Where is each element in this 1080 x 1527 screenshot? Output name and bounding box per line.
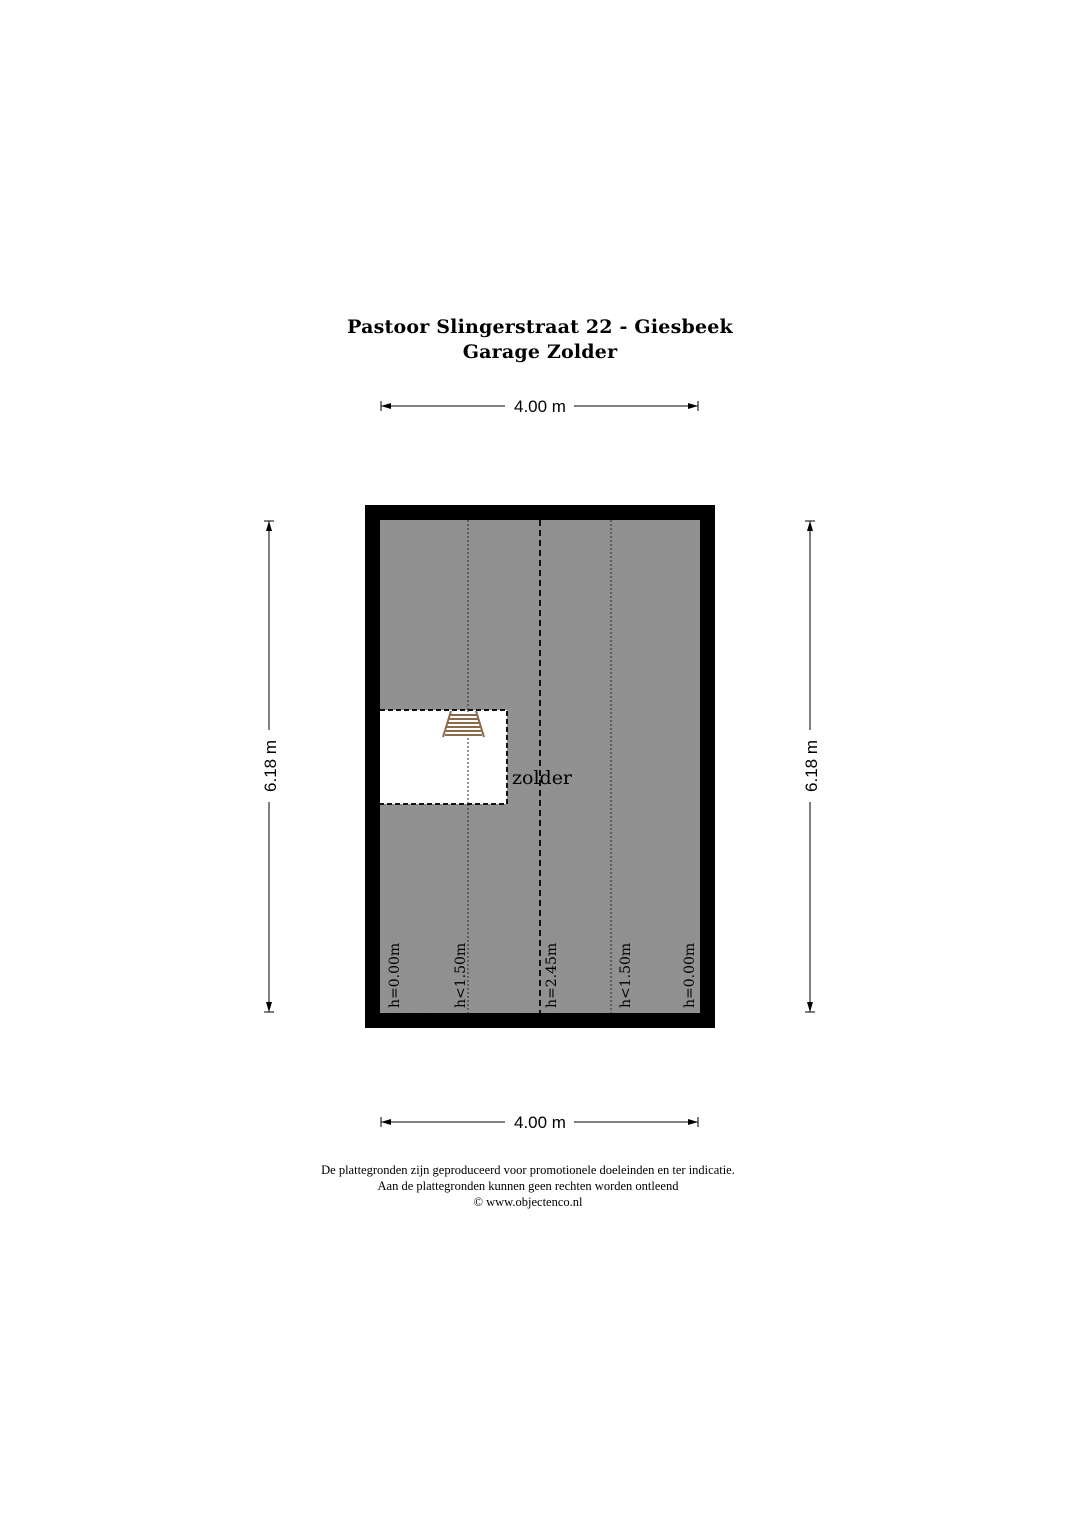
arrow-left-icon bbox=[381, 403, 391, 409]
plan-title-address: Pastoor Slingerstraat 22 - Giesbeek bbox=[347, 316, 733, 338]
height-label: h<1.50m bbox=[453, 942, 469, 1008]
arrow-right-icon bbox=[688, 1119, 698, 1125]
dimension-right-label: 6.18 m bbox=[802, 740, 821, 792]
dimension-left-label: 6.18 m bbox=[261, 740, 280, 792]
arrow-up-icon bbox=[266, 521, 272, 531]
height-label: h=0.00m bbox=[387, 942, 403, 1008]
plan-title-floor: Garage Zolder bbox=[462, 341, 618, 363]
dimension-top-label: 4.00 m bbox=[514, 397, 566, 416]
copyright-line: © www.objectenco.nl bbox=[473, 1195, 583, 1209]
height-label: h<1.50m bbox=[618, 942, 634, 1008]
height-label: h=2.45m bbox=[544, 942, 560, 1008]
stair-opening bbox=[380, 710, 507, 804]
room-label-zolder: zolder bbox=[512, 767, 573, 789]
arrow-left-icon bbox=[381, 1119, 391, 1125]
disclaimer-line-2: Aan de plattegronden kunnen geen rechten worden ontleend bbox=[377, 1179, 679, 1193]
height-label: h=0.00m bbox=[682, 942, 698, 1008]
arrow-right-icon bbox=[688, 403, 698, 409]
disclaimer-line-1: De plattegronden zijn geproduceerd voor promotionele doeleinden en ter indicatie. bbox=[321, 1163, 735, 1177]
arrow-down-icon bbox=[807, 1002, 813, 1012]
dimension-bottom-label: 4.00 m bbox=[514, 1113, 566, 1132]
arrow-down-icon bbox=[266, 1002, 272, 1012]
arrow-up-icon bbox=[807, 521, 813, 531]
